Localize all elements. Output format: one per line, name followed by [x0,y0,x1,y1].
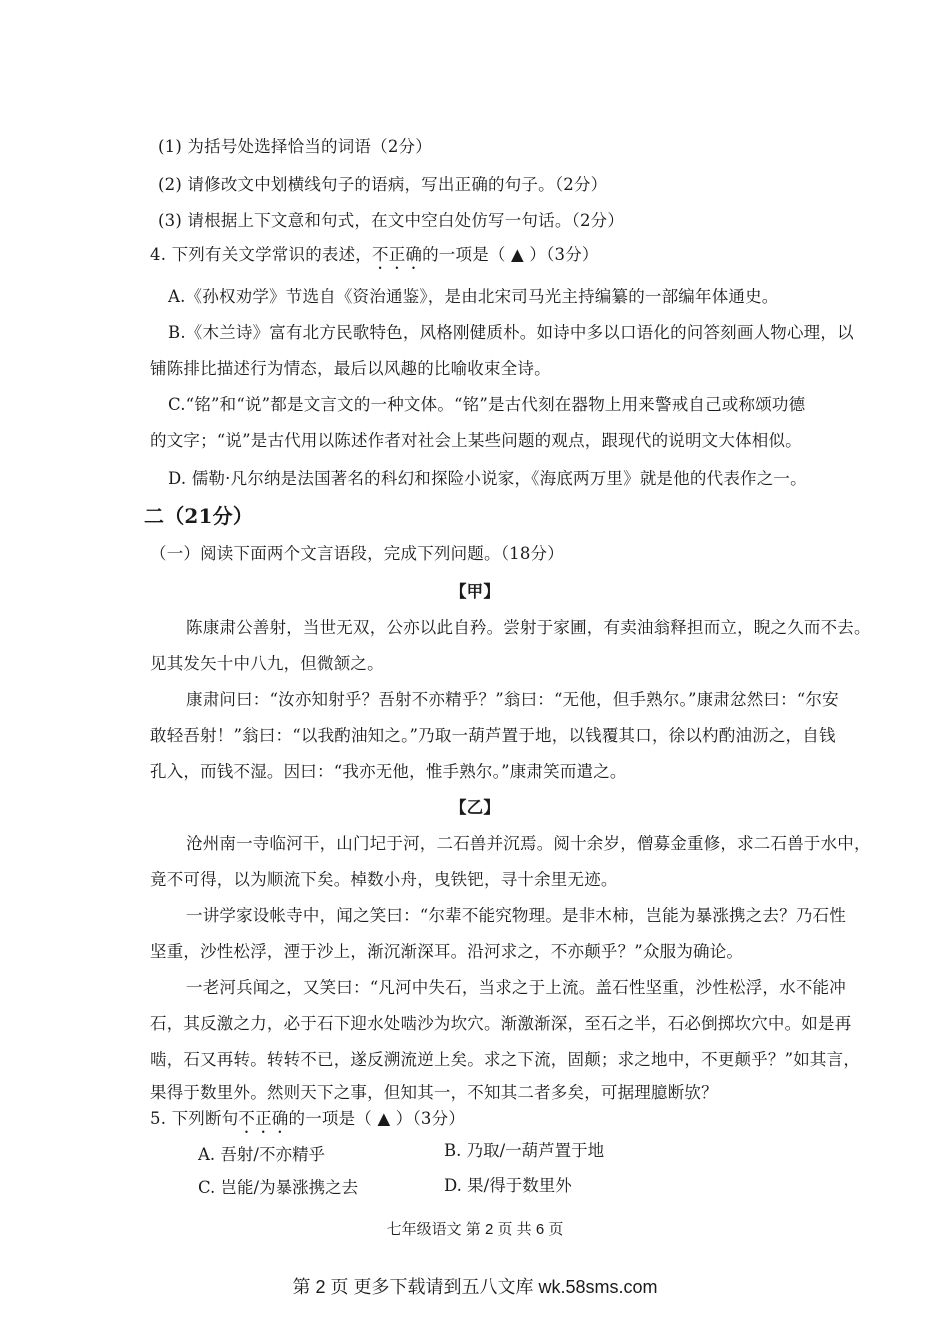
passage-yi-line: 石，其反激之力，必于石下迎水处啮沙为坎穴。渐激渐深，至石之半，石必倒掷坎穴中。如是再 [150,1014,852,1033]
passage-yi-line: 坚重，沙性松浮，湮于沙上，渐沉渐深耳。沿河求之，不亦颠乎？”众服为确论。 [150,942,744,961]
q5-stem [150,1108,465,1137]
passage-jia-line: 见其发矢十中八九，但微颔之。 [150,654,384,673]
passage-yi-label: 【乙】 [449,798,501,817]
passage-jia-line: 陈康肃公善射，当世无双，公亦以此自矜。尝射于家圃，有卖油翁释担而立，睨之久而不去。 [186,618,871,637]
q5-option-c: C. 岂能/为暴涨携之去 [198,1178,359,1197]
q5-stem-emphasis: 不正确 [238,1109,289,1128]
passage-yi-line: 一讲学家设帐寺中，闻之笑曰：“尔辈不能究物理。是非木柿，岂能为暴涨携之去？乃石性 [186,906,846,925]
q4-stem-pre: 4. 下列有关文学常识的表述， [150,245,372,264]
q4-option-b-cont: 铺陈排比描述行为情态，最后以风趣的比喻收束全诗。 [150,359,551,378]
passage-jia-line: 敢轻吾射！”翁曰：“以我酌油知之。”乃取一葫芦置于地，以钱覆其口，徐以杓酌油沥之，自钱 [150,726,836,745]
section-2-sub1: （一）阅读下面两个文言语段，完成下列问题。（18分） [150,544,564,563]
passage-jia-line: 康肃问曰：“汝亦知射乎？吾射不亦精乎？”翁曰：“无他，但手熟尔。”康肃忿然曰：“尔安 [186,690,839,709]
passage-yi-line: 果得于数里外。然则天下之事，但知其一，不知其二者多矣，可据理臆断欤？ [150,1083,718,1102]
passage-jia-line: 孔入，而钱不湿。因曰：“我亦无他，惟手熟尔。”康肃笑而遣之。 [150,762,627,781]
passage-yi-line: 一老河兵闻之，又笑曰：“凡河中失石，当求之于上流。盖石性坚重，沙性松浮，水不能冲 [186,978,846,997]
q3-sub-3: (3) 请根据上下文意和句式，在文中空白处仿写一句话。（2分） [158,211,625,230]
q4-stem-post: 的一项是（ ▲ ）（3分） [422,245,599,264]
q4-option-d: D. 儒勒·凡尔纳是法国著名的科幻和探险小说家，《海底两万里》就是他的代表作之一。 [168,469,807,488]
q3-sub-1: (1) 为括号处选择恰当的词语（2分） [158,137,432,156]
passage-jia-label: 【甲】 [449,582,501,601]
q3-sub-2: (2) 请修改文中划横线句子的语病，写出正确的句子。（2分） [158,175,608,194]
page-footer: 七年级语文 第 2 页 共 6 页 [386,1221,564,1238]
q5-stem-post: 的一项是（ ▲ ）（3分） [288,1109,466,1128]
passage-yi-line: 啮，石又再转。转转不已，遂反溯流逆上矣。求之下流，固颠；求之地中，不更颠乎？”如其言， [150,1050,861,1069]
q4-option-a: A.《孙权劝学》节选自《资治通鉴》，是由北宋司马光主持编纂的一部编年体通史。 [168,287,779,306]
passage-yi-line: 竟不可得，以为顺流下矣。棹数小舟，曳铁钯，寻十余里无迹。 [150,870,618,889]
q4-stem-emphasis: 不正确 [372,245,423,264]
q4-stem [150,244,599,273]
q4-option-c-cont: 的文字；“说”是古代用以陈述作者对社会上某些问题的观点，跟现代的说明文大体相似。 [150,431,802,450]
download-note: 第 2 页 更多下载请到五八文库 wk.58sms.com [292,1277,658,1297]
passage-yi-line: 沧州南一寺临河干，山门圮于河，二石兽并沉焉。阅十余岁，僧募金重修，求二石兽于水中， [186,834,871,853]
q5-option-b: B. 乃取/一葫芦置于地 [444,1141,605,1160]
q4-option-c: C.“铭”和“说”都是文言文的一种文体。“铭”是古代刻在器物上用来警戒自己或称颂功德 [168,395,806,414]
q5-stem-pre: 5. 下列断句 [150,1109,239,1128]
q5-option-a: A. 吾射/不亦精乎 [198,1145,325,1164]
q4-option-b: B.《木兰诗》富有北方民歌特色，风格刚健质朴。如诗中多以口语化的问答刻画人物心理，以 [168,323,854,342]
q5-option-d: D. 果/得于数里外 [444,1176,572,1195]
section-2-title: 二（21分） [144,504,254,528]
